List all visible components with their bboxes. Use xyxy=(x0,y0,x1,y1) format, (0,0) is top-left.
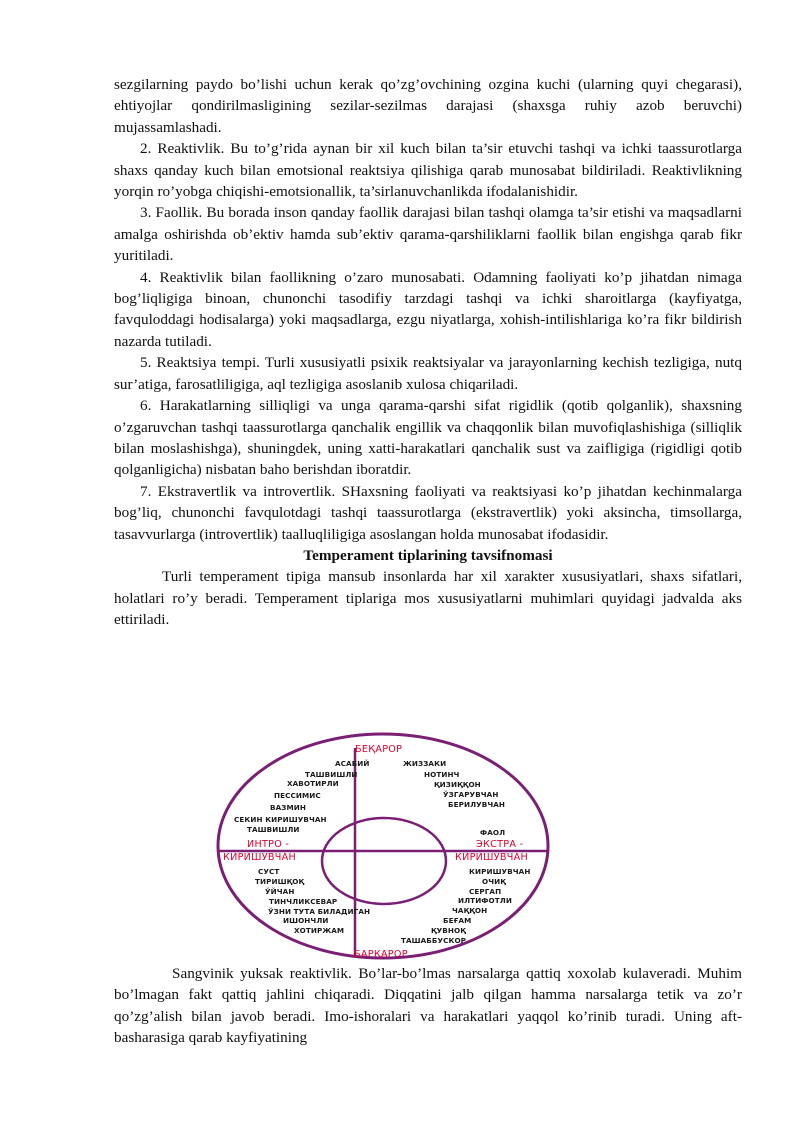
inner-ellipse xyxy=(322,818,446,904)
trait-label: ЖИЗЗАКИ xyxy=(403,759,447,768)
paragraph-munosabat: 4. Reaktivlik bilan faollikning o’zaro munosabati. Odamning faoliyati ko’p jihatdan nimaga bog’liqligiga binoan, chunonchi tasodifiy tarzdagi tashqi va ichki sharoitlarga (kayfiyatga, favquloddagi hodisalarga) yoki maqsadlarga, ezgu niyatlarga, xohish-intilishlariga ko’ra fikr bildirish nazarda tutiladi. xyxy=(114,268,742,350)
axis-label-left-b: КИРИШУВЧАН xyxy=(223,852,296,863)
trait-label: БЕҒАМ xyxy=(443,916,472,925)
trait-label: ТИНЧЛИКСЕВАР xyxy=(269,897,338,906)
axis-label-right-b: КИРИШУВЧАН xyxy=(455,852,528,863)
trait-label: ЎЗГАРУВЧАН xyxy=(443,790,499,799)
trait-label: ҚУВНОҚ xyxy=(431,926,466,935)
axis-label-right-a: ЭКСТРА - xyxy=(476,839,524,850)
trait-label: ИШОНЧЛИ xyxy=(283,916,329,925)
axis-label-top: БЕҚАРОР xyxy=(355,744,403,755)
axis-label-left-a: ИНТРО - xyxy=(247,839,290,850)
paragraph-ekstravertlik: 7. Ekstravertlik va introvertlik. SHaxsning faoliyati va reaktsiyasi ko’p jihatdan kechinmalarga bog’liq, chunonchi favqulotdagi tashqi taassurotlarga (ekstravertlik) yoki aksincha, timsollarga, tasavvurlarga (introvertlik) taalluqliligiga asoslangan holda munosabat ifodasidir. xyxy=(114,482,742,543)
trait-label: ЧАҚҚОН xyxy=(452,906,488,915)
trait-label: ТИРИШҚОҚ xyxy=(255,877,305,886)
trait-label: ФАОЛ xyxy=(480,828,506,837)
temperament-diagram xyxy=(214,728,554,960)
trait-label: ХОТИРЖАМ xyxy=(294,926,345,935)
paragraph-intro: Turli temperament tipiga mansub insonlarda har xil xarakter xususiyatlari, shaxs sifatlari, holatlari ro’y beradi. Temperament tiplariga mos xususiyatlarni muhimlari quyidagi jadvalda aks ettiriladi. xyxy=(114,568,742,629)
paragraph-tempi: 5. Reaktsiya tempi. Turli xususiyatli psixik reaktsiyalar va jarayonlarning kechish tezligiga, nutq sur’atiga, farosatliligiga, aql tezligiga asoslanib xulosa chiqariladi. xyxy=(114,354,742,393)
paragraph-reaktivlik: 2. Reaktivlik. Bu to’g’rida aynan bir xil kuch bilan ta’sir etuvchi tashqi va ichki taassurotlarga shaxs qanday kuch bilan emotsional reaktsiya qilishiga qarab munosabat bildiriladi. Reaktivlikning yorqin ro’yobga chiqishi-emotsionallik, ta’sirlanuvchanlikda ifodalanishidir. xyxy=(114,140,742,201)
document-body-bottom xyxy=(114,963,742,1049)
paragraph-silliqlik: 6. Harakatlarning silliqligi va unga qarama-qarshi sifat rigidlik (qotib qolganlik), shaxsning o’zgaruvchan tashqi taassurotlarga qanchalik engillik va chaqqonlik bilan muvofiqlashishiga (silliqlik bilan moslashishga), shuningdek, uning xatti-harakatlari qanchalik sust va zaifligiga (rigidligi qotib qolganligicha) nisbatan baho berishdan iboratdir. xyxy=(114,397,742,479)
section-heading: Temperament tiplarining tavsifnomasi xyxy=(303,546,553,564)
trait-label: ПЕССИМИС xyxy=(274,791,321,800)
axis-label-bottom: БАРҚАРОР xyxy=(354,949,408,960)
trait-label: ИЛТИФОТЛИ xyxy=(458,896,512,905)
trait-label: ЎЗНИ ТУТА БИЛАДИГАН xyxy=(268,907,371,916)
trait-label: КИРИШУВЧАН xyxy=(469,867,531,876)
paragraph-continuation: sezgilarning paydo bo’lishi uchun kerak qo’zg’ovchining ozgina kuchi (ularning quyi chegarasi), ehtiyojlar qondirilmasligining sezilar-sezilmas darajasi (shaxsga ruhiy azob beruvchi) mujassamlashadi. xyxy=(114,76,742,136)
trait-label: ТАШВИШЛИ xyxy=(247,825,300,834)
trait-label: АСАБИЙ xyxy=(335,759,370,768)
trait-label: ҚИЗИҚҚОН xyxy=(434,780,481,789)
trait-label: БЕРИЛУВЧАН xyxy=(448,800,506,809)
paragraph-faollik: 3. Faollik. Bu borada inson qanday faollik darajasi bilan tashqi olamga ta’sir etishi va maqsadlarni amalga oshirishda ob’ektiv hamda sub’ektiv qarama-qarshiliklarni faollik bilan engishga qarab fikr yuritiladi. xyxy=(114,204,742,265)
document-body xyxy=(114,74,742,631)
trait-label: ВАЗМИН xyxy=(270,803,306,812)
trait-label: СУСТ xyxy=(258,867,280,876)
trait-label: ХАВОТИРЛИ xyxy=(287,779,339,788)
trait-label: ЎЙЧАН xyxy=(265,887,295,896)
trait-label: СЕРГАП xyxy=(469,887,502,896)
trait-label: СЕКИН КИРИШУВЧАН xyxy=(234,815,327,824)
paragraph-sangvinik: Sangvinik yuksak reaktivlik. Bo’lar-bo’lmas narsalarga qattiq xoxolab kulaveradi. Muhim bo’lmagan fakt qattiq jahlini chiqaradi. Diqqatini jalb qilgan hamma narsalarga tetik va zo’r qo’zg’alish bilan javob beradi. Imo-ishoralari va harakatlari yaqqol ko’rinib turadi. Uning aft-basharasiga qarab kayfiyatining xyxy=(114,965,742,1047)
trait-label: НОТИНЧ xyxy=(424,770,460,779)
trait-label: ТАШВИШЛИ xyxy=(305,770,358,779)
trait-label: ТАШАББУСКОР xyxy=(401,936,467,945)
trait-label: ОЧИҚ xyxy=(482,877,506,886)
